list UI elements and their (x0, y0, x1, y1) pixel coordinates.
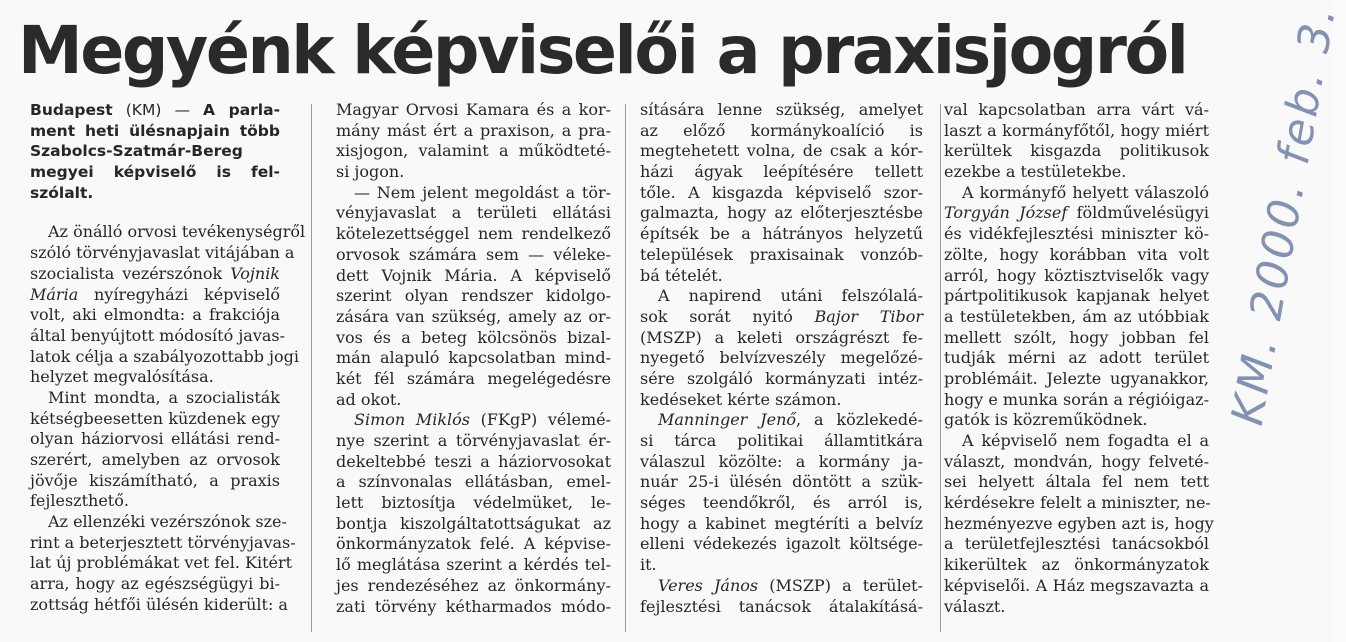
text-line: ad okot. (336, 389, 402, 409)
text-line: mán alapuló kapcsolatban mind- (336, 348, 611, 368)
text-line: xisjogon, valamint a működteté- (336, 141, 611, 161)
text-line: laszt a kormányfőtől, hogy miért (944, 120, 1209, 140)
text-line: a testületekben, ám az utóbbiak (944, 306, 1209, 326)
column-rule-3 (940, 104, 941, 632)
text-line: sítására lenne szükség, amelyet (640, 100, 923, 119)
text-line: elleni védekezés igazolt költsége- (640, 534, 923, 554)
text-line: latok célja a szabályozottabb jogi (30, 346, 299, 366)
text-line: A képviselő nem fogadta el a (962, 431, 1209, 450)
text-line: hezményezve egyben azt is, hogy (944, 513, 1214, 533)
text-line: helyzet megvalósítása. (30, 367, 214, 387)
column-1-body (30, 222, 306, 615)
text-line: ezekbe a testületekbe. (944, 162, 1127, 182)
text-line: fejlesztési tanácsok átalakításá- (640, 596, 923, 616)
text-line: bontja kiszolgáltatottságukat az (336, 513, 611, 533)
text-line: két fél számára megelégedésre (336, 368, 611, 388)
text-line: orvosok számára sem — véleke- (336, 244, 611, 264)
text-line: pártpolitikusok kapjanak helyet (944, 286, 1209, 306)
text-line: kötelezettséggel nem rendelkező (336, 224, 611, 244)
person-name: Torgyán József (944, 203, 1068, 223)
text-line: kérdésekre felelt a miniszter, ne- (944, 493, 1211, 513)
text-line: tőle. A kisgazda képviselő szor- (640, 182, 923, 202)
column-rule-2 (625, 104, 626, 632)
text-line: Az önálló orvosi tevékenységről (48, 222, 306, 242)
text-line: problémáit. Jelezte ugyanakkor, (944, 368, 1209, 388)
lead-line: Budapest (KM) — A parla- (30, 101, 280, 119)
text-line: Simon Miklós (FKgP) vélemé- (354, 410, 611, 430)
text-line: zottság hétfői ülésén kiderült: a (30, 594, 288, 614)
text-line: települések praxisainak vonzób- (640, 244, 923, 264)
text-line: rint a beterjesztett törvényjavas- (30, 532, 296, 552)
text-line: szerint olyan rendszer kidolgo- (336, 286, 611, 306)
article-column-4 (944, 100, 1214, 617)
text-line: gatók is közreműködnek. (944, 410, 1148, 430)
text-line: nyegető belvízveszély megelőzé- (640, 348, 923, 368)
text-line: kikerültek az önkormányzatok (944, 555, 1209, 575)
text-line: dett Vojnik Mária. A képviselő (336, 265, 611, 285)
text-line: sei helyett általa fel nem tett (944, 472, 1209, 492)
lead-paragraph (30, 100, 280, 203)
text-line: zására van szükség, amely az or- (336, 306, 611, 326)
text-line: a területfejlesztési tanácsokból (944, 534, 1209, 554)
text-line: választ, mondván, hogy felveté- (944, 451, 1209, 471)
text-line: szóló törvényjavaslat vitájában a (30, 243, 295, 263)
text-line: által benyújtott módosító javas- (30, 325, 286, 345)
text-line: Manninger Jenő, a közlekedé- (658, 410, 924, 430)
text-line: házi ágyak leépítésére tellett (640, 162, 923, 182)
text-line: — Nem jelent megoldást a tör- (354, 182, 611, 202)
lead-line: Szabolcs-Szatmár-Bereg (30, 142, 243, 161)
person-name: Bajor Tibor (814, 306, 924, 326)
text-line: nye szerint a törvényjavaslat ér- (336, 431, 611, 450)
text-line: mellett szólt, hogy jobban fel (944, 327, 1209, 347)
text-line: szocialista vezérszónok Vojnik (30, 263, 280, 283)
text-line: arról, hogy köztisztviselők vagy (944, 265, 1209, 285)
text-line: önkormányzatok felé. A képvise- (336, 534, 611, 554)
text-line: galmazta, hogy az előterjesztésbe (640, 203, 923, 223)
text-line: si tárca politikai államtitkára (640, 431, 923, 450)
text-line: Veres János (MSZP) a terület- (658, 575, 923, 595)
text-line: olyan háziorvosi ellátási rend- (30, 429, 280, 449)
text-line: jövője kiszámítható, a praxis (30, 470, 280, 490)
article-column-2 (336, 100, 611, 617)
text-line: zölte, hogy korábban vita volt (944, 244, 1209, 264)
text-line: vényjavaslat a területi ellátási (336, 203, 611, 223)
text-line: hogy e munka során a régióigaz- (944, 389, 1209, 409)
text-line: Az ellenzéki vezérszónok sze- (48, 512, 287, 532)
handwritten-date-note: KM. 2000. feb. 3. (1222, 0, 1346, 429)
text-line: válaszul közölte: a kormány ja- (640, 451, 923, 471)
text-line: megtehetett volna, de csak a kór- (640, 141, 923, 161)
text-line: si jogon. (336, 162, 405, 182)
text-line: Mint mondta, a szocialisták (48, 387, 280, 407)
text-line: és vidékfejlesztési miniszter kö- (944, 224, 1209, 244)
dateline-source: (KM) — (112, 101, 204, 119)
text-line: (MSZP) a keleti országrészt fe- (640, 327, 923, 347)
text-line: val kapcsolatban arra várt vá- (944, 100, 1209, 119)
text-line: it. (640, 555, 657, 575)
text-line: A napirend utáni felszólalá- (658, 286, 923, 306)
text-line: lat új problémákat vet fel. Kitért (30, 553, 293, 573)
text-line: bá tételét. (640, 265, 723, 285)
text-line: dekeltebbé teszi a háziorvosokat (336, 451, 611, 471)
headline: Megyénk képviselői a praxisjogról (18, 12, 1187, 89)
lead-gap (30, 203, 280, 222)
text-line: fejleszthető. (30, 491, 129, 511)
text-line: séges teendőkről, és arról is, (640, 493, 923, 513)
text-line: hogy a kabinet megtéríti a belvíz (640, 513, 923, 533)
text-line: volt, aki elmondta: a frakciója (30, 305, 280, 325)
text-line: arra, hogy az egészségügyi bi- (30, 574, 280, 594)
dateline-place: Budapest (30, 101, 113, 119)
text-line: kerültek kisgazda politikusok (944, 141, 1209, 161)
text-line: a színvonalas ellátásban, emel- (336, 472, 611, 492)
text-line: lett biztosítja védelmüket, le- (336, 493, 611, 513)
text-line: lő meglátása szerint a kérdés tel- (336, 555, 611, 575)
text-line: vos és a beteg kölcsönös bizal- (336, 327, 611, 347)
text-line: az előző kormánykoalíció is (640, 120, 923, 140)
lead-line: ment heti ülésnapjain több (30, 121, 280, 140)
person-name: Veres János (658, 575, 759, 595)
lead-line: megyei képviselő is fel- (30, 163, 280, 182)
column-rule-1 (311, 104, 312, 632)
article-column-3 (640, 100, 923, 617)
text-line: építsék be a hátrányos helyzetű (640, 224, 923, 244)
article-column-1 (30, 100, 306, 616)
person-name: Vojnik (230, 263, 280, 283)
text-line: választ. (944, 596, 1006, 616)
text-line: képviselői. A Ház megszavazta a (944, 575, 1209, 595)
text-line: zati törvény kétharmados módo- (336, 596, 611, 616)
text-line: sére szolgáló kormányzati intéz- (640, 368, 923, 388)
person-name: Simon Miklós (354, 410, 470, 430)
lead-line: szólalt. (30, 183, 94, 202)
person-name: Manninger Jenő (658, 410, 797, 430)
text-line: kedéseket kérte számon. (640, 389, 842, 409)
text-line: jes rendezéséhez az önkormány- (336, 575, 611, 595)
text-line: Magyar Orvosi Kamara és a kor- (336, 100, 611, 119)
text-line: mány mást ért a praxison, a pra- (336, 120, 611, 140)
text-line: A kormányfő helyett válaszoló (962, 182, 1209, 202)
person-name: Mária (30, 284, 79, 304)
text-line: nuár 25-i ülésén döntött a szük- (640, 472, 923, 492)
text-line: Mária nyíregyházi képviselő (30, 284, 280, 304)
text-line: sok sorát nyitó Bajor Tibor (640, 306, 924, 326)
text-line: tudják mérni az adott terület (944, 348, 1209, 368)
text-line: kétségbeesetten küzdenek egy (30, 408, 280, 428)
text-line: Torgyán József földművelésügyi (944, 203, 1210, 223)
text-line: szerért, amelyben az orvosok (30, 450, 280, 469)
